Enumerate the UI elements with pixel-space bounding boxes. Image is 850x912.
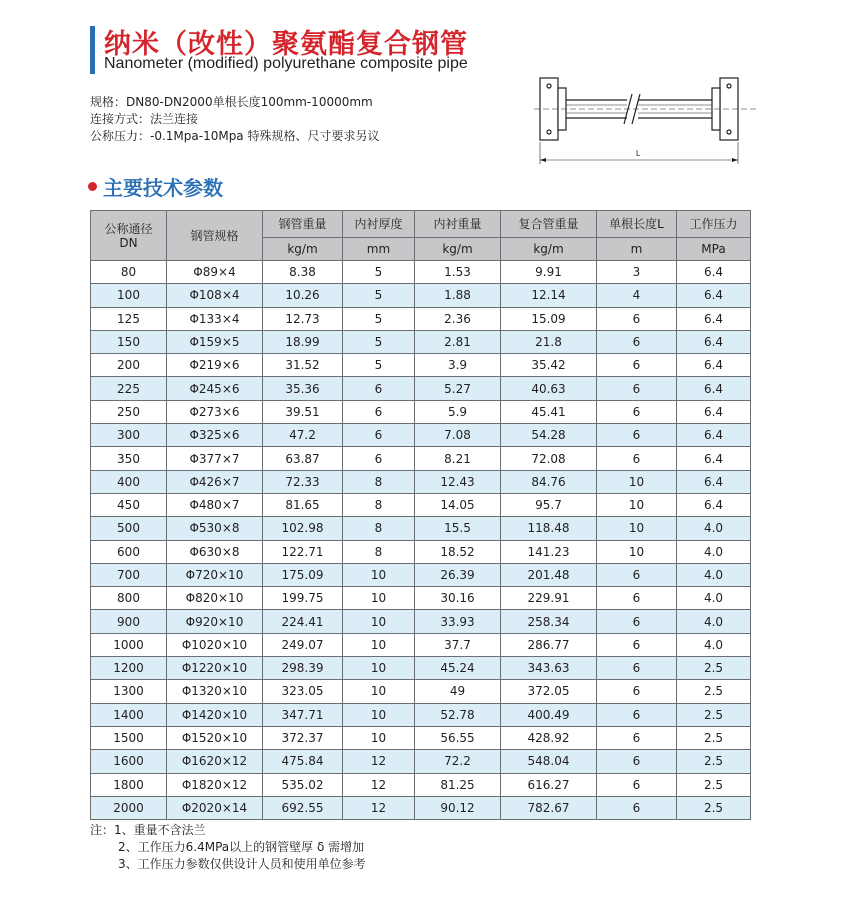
unit-pipe-weight: kg/m <box>263 238 343 261</box>
cell-dn: 800 <box>91 587 167 610</box>
cell-pipe-spec: Φ820×10 <box>167 587 263 610</box>
cell-lining-weight: 30.16 <box>415 587 501 610</box>
spec-size: 规格：DN80-DN2000单根长度100mm-10000mm <box>90 95 373 109</box>
header-pipe-spec: 钢管规格 <box>167 211 263 261</box>
header-pipe-weight: 钢管重量 <box>263 211 343 238</box>
cell-composite-weight: 9.91 <box>501 261 597 284</box>
table-row <box>91 750 751 773</box>
cell-pipe-weight: 10.26 <box>263 284 343 307</box>
cell-lining-thickness: 10 <box>343 703 415 726</box>
cell-dn: 1300 <box>91 680 167 703</box>
cell-pressure: 2.5 <box>677 657 751 680</box>
header-length: 单根长度L <box>597 211 677 238</box>
cell-composite-weight: 54.28 <box>501 424 597 447</box>
table-row <box>91 284 751 307</box>
cell-lining-weight: 12.43 <box>415 470 501 493</box>
cell-pressure: 6.4 <box>677 424 751 447</box>
cell-pressure: 6.4 <box>677 307 751 330</box>
header-pressure: 工作压力 <box>677 211 751 238</box>
cell-length: 6 <box>597 307 677 330</box>
cell-lining-thickness: 8 <box>343 540 415 563</box>
cell-pipe-spec: Φ1220×10 <box>167 657 263 680</box>
cell-lining-thickness: 6 <box>343 400 415 423</box>
cell-length: 6 <box>597 610 677 633</box>
cell-dn: 1800 <box>91 773 167 796</box>
cell-pressure: 4.0 <box>677 610 751 633</box>
table-row <box>91 796 751 819</box>
cell-pressure: 4.0 <box>677 563 751 586</box>
cell-lining-weight: 45.24 <box>415 657 501 680</box>
header-composite-weight: 复合管重量 <box>501 211 597 238</box>
cell-pipe-weight: 63.87 <box>263 447 343 470</box>
cell-pipe-weight: 323.05 <box>263 680 343 703</box>
cell-pipe-weight: 298.39 <box>263 657 343 680</box>
cell-lining-weight: 2.36 <box>415 307 501 330</box>
cell-composite-weight: 400.49 <box>501 703 597 726</box>
cell-lining-weight: 1.88 <box>415 284 501 307</box>
spec-connection: 连接方式：法兰连接 <box>90 112 199 126</box>
cell-lining-weight: 8.21 <box>415 447 501 470</box>
cell-pipe-weight: 175.09 <box>263 563 343 586</box>
cell-length: 6 <box>597 773 677 796</box>
cell-dn: 125 <box>91 307 167 330</box>
cell-length: 10 <box>597 493 677 516</box>
cell-pipe-weight: 249.07 <box>263 633 343 656</box>
cell-pressure: 6.4 <box>677 261 751 284</box>
cell-lining-weight: 14.05 <box>415 493 501 516</box>
cell-length: 10 <box>597 517 677 540</box>
table-row <box>91 540 751 563</box>
table-row <box>91 447 751 470</box>
cell-lining-thickness: 10 <box>343 633 415 656</box>
cell-pipe-weight: 35.36 <box>263 377 343 400</box>
cell-pipe-spec: Φ2020×14 <box>167 796 263 819</box>
cell-composite-weight: 548.04 <box>501 750 597 773</box>
section-title <box>88 172 223 201</box>
cell-pressure: 2.5 <box>677 773 751 796</box>
header-dn: 公称通径 DN <box>91 211 167 261</box>
cell-length: 6 <box>597 633 677 656</box>
cell-dn: 1600 <box>91 750 167 773</box>
cell-pipe-spec: Φ377×7 <box>167 447 263 470</box>
cell-lining-weight: 3.9 <box>415 354 501 377</box>
cell-lining-thickness: 10 <box>343 657 415 680</box>
unit-lining-weight: kg/m <box>415 238 501 261</box>
cell-pipe-spec: Φ1320×10 <box>167 680 263 703</box>
cell-pipe-spec: Φ245×6 <box>167 377 263 400</box>
cell-composite-weight: 286.77 <box>501 633 597 656</box>
cell-lining-thickness: 5 <box>343 307 415 330</box>
cell-composite-weight: 45.41 <box>501 400 597 423</box>
cell-pressure: 6.4 <box>677 400 751 423</box>
table-body <box>91 261 751 820</box>
note-3: 3、工作压力参数仅供设计人员和使用单位参考 <box>118 857 366 871</box>
cell-composite-weight: 229.91 <box>501 587 597 610</box>
cell-lining-weight: 1.53 <box>415 261 501 284</box>
cell-pipe-weight: 475.84 <box>263 750 343 773</box>
cell-dn: 500 <box>91 517 167 540</box>
section-title-text: 主要技术参数 <box>103 176 223 200</box>
cell-composite-weight: 201.48 <box>501 563 597 586</box>
cell-length: 6 <box>597 563 677 586</box>
cell-lining-thickness: 6 <box>343 377 415 400</box>
cell-lining-thickness: 10 <box>343 610 415 633</box>
title-accent-bar <box>90 26 95 74</box>
unit-pressure: MPa <box>677 238 751 261</box>
table-row <box>91 470 751 493</box>
cell-pipe-spec: Φ273×6 <box>167 400 263 423</box>
table-row <box>91 517 751 540</box>
cell-composite-weight: 616.27 <box>501 773 597 796</box>
cell-lining-thickness: 8 <box>343 493 415 516</box>
cell-dn: 2000 <box>91 796 167 819</box>
cell-pressure: 6.4 <box>677 354 751 377</box>
cell-dn: 1400 <box>91 703 167 726</box>
cell-lining-thickness: 10 <box>343 563 415 586</box>
cell-dn: 250 <box>91 400 167 423</box>
cell-dn: 80 <box>91 261 167 284</box>
cell-pipe-weight: 102.98 <box>263 517 343 540</box>
cell-pipe-spec: Φ1520×10 <box>167 726 263 749</box>
cell-lining-thickness: 10 <box>343 587 415 610</box>
cell-composite-weight: 15.09 <box>501 307 597 330</box>
table-row <box>91 680 751 703</box>
cell-pressure: 6.4 <box>677 284 751 307</box>
table-header-row <box>91 211 751 238</box>
length-label: L <box>636 149 641 158</box>
cell-pressure: 6.4 <box>677 377 751 400</box>
cell-lining-thickness: 12 <box>343 773 415 796</box>
header-lining-weight: 内衬重量 <box>415 211 501 238</box>
cell-pressure: 2.5 <box>677 796 751 819</box>
cell-lining-thickness: 5 <box>343 330 415 353</box>
table-row <box>91 587 751 610</box>
table-row <box>91 726 751 749</box>
cell-pipe-weight: 12.73 <box>263 307 343 330</box>
table-row <box>91 657 751 680</box>
cell-length: 6 <box>597 587 677 610</box>
cell-pipe-spec: Φ133×4 <box>167 307 263 330</box>
cell-pipe-weight: 199.75 <box>263 587 343 610</box>
cell-pressure: 2.5 <box>677 750 751 773</box>
cell-lining-weight: 26.39 <box>415 563 501 586</box>
cell-length: 10 <box>597 470 677 493</box>
cell-lining-weight: 72.2 <box>415 750 501 773</box>
cell-length: 6 <box>597 354 677 377</box>
cell-length: 6 <box>597 424 677 447</box>
cell-lining-weight: 18.52 <box>415 540 501 563</box>
cell-length: 10 <box>597 540 677 563</box>
cell-length: 4 <box>597 284 677 307</box>
cell-composite-weight: 258.34 <box>501 610 597 633</box>
cell-composite-weight: 95.7 <box>501 493 597 516</box>
cell-length: 6 <box>597 377 677 400</box>
cell-pipe-weight: 347.71 <box>263 703 343 726</box>
cell-composite-weight: 372.05 <box>501 680 597 703</box>
cell-dn: 300 <box>91 424 167 447</box>
cell-pipe-spec: Φ325×6 <box>167 424 263 447</box>
table-row <box>91 493 751 516</box>
cell-lining-weight: 7.08 <box>415 424 501 447</box>
cell-lining-thickness: 10 <box>343 726 415 749</box>
cell-length: 6 <box>597 726 677 749</box>
cell-lining-thickness: 12 <box>343 750 415 773</box>
cell-pipe-weight: 47.2 <box>263 424 343 447</box>
cell-lining-thickness: 10 <box>343 680 415 703</box>
table-row <box>91 261 751 284</box>
cell-lining-thickness: 5 <box>343 284 415 307</box>
cell-lining-thickness: 8 <box>343 470 415 493</box>
cell-length: 6 <box>597 447 677 470</box>
cell-pipe-spec: Φ219×6 <box>167 354 263 377</box>
cell-length: 6 <box>597 657 677 680</box>
cell-length: 6 <box>597 796 677 819</box>
cell-pressure: 6.4 <box>677 493 751 516</box>
cell-composite-weight: 782.67 <box>501 796 597 819</box>
cell-lining-weight: 52.78 <box>415 703 501 726</box>
cell-dn: 350 <box>91 447 167 470</box>
header-lining-thickness: 内衬厚度 <box>343 211 415 238</box>
cell-lining-weight: 15.5 <box>415 517 501 540</box>
cell-pipe-spec: Φ108×4 <box>167 284 263 307</box>
cell-composite-weight: 40.63 <box>501 377 597 400</box>
cell-lining-weight: 37.7 <box>415 633 501 656</box>
cell-dn: 200 <box>91 354 167 377</box>
cell-dn: 450 <box>91 493 167 516</box>
cell-composite-weight: 72.08 <box>501 447 597 470</box>
unit-composite-weight: kg/m <box>501 238 597 261</box>
cell-lining-weight: 90.12 <box>415 796 501 819</box>
cell-lining-thickness: 5 <box>343 261 415 284</box>
cell-lining-thickness: 6 <box>343 424 415 447</box>
cell-pipe-weight: 224.41 <box>263 610 343 633</box>
cell-dn: 150 <box>91 330 167 353</box>
table-row <box>91 424 751 447</box>
cell-pipe-weight: 39.51 <box>263 400 343 423</box>
cell-pipe-weight: 72.33 <box>263 470 343 493</box>
cell-pipe-weight: 81.65 <box>263 493 343 516</box>
cell-composite-weight: 12.14 <box>501 284 597 307</box>
cell-dn: 400 <box>91 470 167 493</box>
cell-pipe-spec: Φ920×10 <box>167 610 263 633</box>
cell-pipe-weight: 122.71 <box>263 540 343 563</box>
spec-pressure: 公称压力：-0.1Mpa-10Mpa 特殊规格、尺寸要求另议 <box>90 129 380 143</box>
cell-pipe-weight: 31.52 <box>263 354 343 377</box>
table-row <box>91 563 751 586</box>
cell-lining-weight: 81.25 <box>415 773 501 796</box>
unit-length: m <box>597 238 677 261</box>
cell-composite-weight: 35.42 <box>501 354 597 377</box>
cell-dn: 900 <box>91 610 167 633</box>
cell-pipe-spec: Φ1420×10 <box>167 703 263 726</box>
cell-composite-weight: 343.63 <box>501 657 597 680</box>
table-row <box>91 400 751 423</box>
cell-pipe-weight: 8.38 <box>263 261 343 284</box>
table-row <box>91 307 751 330</box>
cell-pressure: 2.5 <box>677 726 751 749</box>
cell-lining-weight: 2.81 <box>415 330 501 353</box>
cell-pressure: 2.5 <box>677 680 751 703</box>
cell-pressure: 6.4 <box>677 470 751 493</box>
cell-pipe-spec: Φ1020×10 <box>167 633 263 656</box>
pipe-diagram <box>532 72 758 172</box>
cell-composite-weight: 428.92 <box>501 726 597 749</box>
cell-composite-weight: 118.48 <box>501 517 597 540</box>
table-row <box>91 330 751 353</box>
cell-pipe-spec: Φ530×8 <box>167 517 263 540</box>
cell-pipe-spec: Φ1620×12 <box>167 750 263 773</box>
cell-pipe-spec: Φ630×8 <box>167 540 263 563</box>
notes <box>90 822 366 873</box>
cell-length: 6 <box>597 400 677 423</box>
cell-lining-weight: 5.9 <box>415 400 501 423</box>
cell-pressure: 4.0 <box>677 587 751 610</box>
table-row <box>91 773 751 796</box>
cell-pressure: 6.4 <box>677 447 751 470</box>
table-row <box>91 610 751 633</box>
cell-pressure: 6.4 <box>677 330 751 353</box>
cell-pipe-spec: Φ159×5 <box>167 330 263 353</box>
cell-pressure: 2.5 <box>677 703 751 726</box>
note-1: 注：1、重量不含法兰 <box>90 823 206 837</box>
cell-pressure: 4.0 <box>677 540 751 563</box>
cell-pipe-spec: Φ1820×12 <box>167 773 263 796</box>
spec-summary <box>90 94 379 145</box>
cell-lining-thickness: 5 <box>343 354 415 377</box>
cell-length: 6 <box>597 703 677 726</box>
note-2: 2、工作压力6.4MPa以上的钢管壁厚 δ 需增加 <box>118 840 365 854</box>
cell-dn: 225 <box>91 377 167 400</box>
cell-pipe-spec: Φ480×7 <box>167 493 263 516</box>
table-row <box>91 703 751 726</box>
cell-lining-weight: 33.93 <box>415 610 501 633</box>
cell-pipe-weight: 535.02 <box>263 773 343 796</box>
cell-length: 6 <box>597 680 677 703</box>
cell-pressure: 4.0 <box>677 517 751 540</box>
cell-pipe-weight: 692.55 <box>263 796 343 819</box>
cell-length: 3 <box>597 261 677 284</box>
cell-dn: 600 <box>91 540 167 563</box>
cell-composite-weight: 141.23 <box>501 540 597 563</box>
cell-pipe-spec: Φ89×4 <box>167 261 263 284</box>
cell-composite-weight: 84.76 <box>501 470 597 493</box>
cell-dn: 100 <box>91 284 167 307</box>
cell-lining-thickness: 6 <box>343 447 415 470</box>
cell-pipe-weight: 372.37 <box>263 726 343 749</box>
cell-dn: 1200 <box>91 657 167 680</box>
unit-lining-thickness: mm <box>343 238 415 261</box>
cell-pressure: 4.0 <box>677 633 751 656</box>
page-subtitle: Nanometer (modified) polyurethane composite pipe <box>104 55 468 72</box>
cell-pipe-weight: 18.99 <box>263 330 343 353</box>
cell-length: 6 <box>597 330 677 353</box>
technical-parameters-table <box>90 210 751 820</box>
bullet-dot-icon <box>88 182 97 191</box>
cell-lining-weight: 5.27 <box>415 377 501 400</box>
table-row <box>91 633 751 656</box>
cell-dn: 700 <box>91 563 167 586</box>
cell-lining-thickness: 12 <box>343 796 415 819</box>
table-row <box>91 377 751 400</box>
cell-lining-thickness: 8 <box>343 517 415 540</box>
cell-pipe-spec: Φ720×10 <box>167 563 263 586</box>
cell-lining-weight: 49 <box>415 680 501 703</box>
cell-pipe-spec: Φ426×7 <box>167 470 263 493</box>
page-title: 纳米（改性）聚氨酯复合钢管 <box>104 29 468 60</box>
cell-dn: 1000 <box>91 633 167 656</box>
table-row <box>91 354 751 377</box>
cell-dn: 1500 <box>91 726 167 749</box>
cell-lining-weight: 56.55 <box>415 726 501 749</box>
cell-length: 6 <box>597 750 677 773</box>
cell-composite-weight: 21.8 <box>501 330 597 353</box>
